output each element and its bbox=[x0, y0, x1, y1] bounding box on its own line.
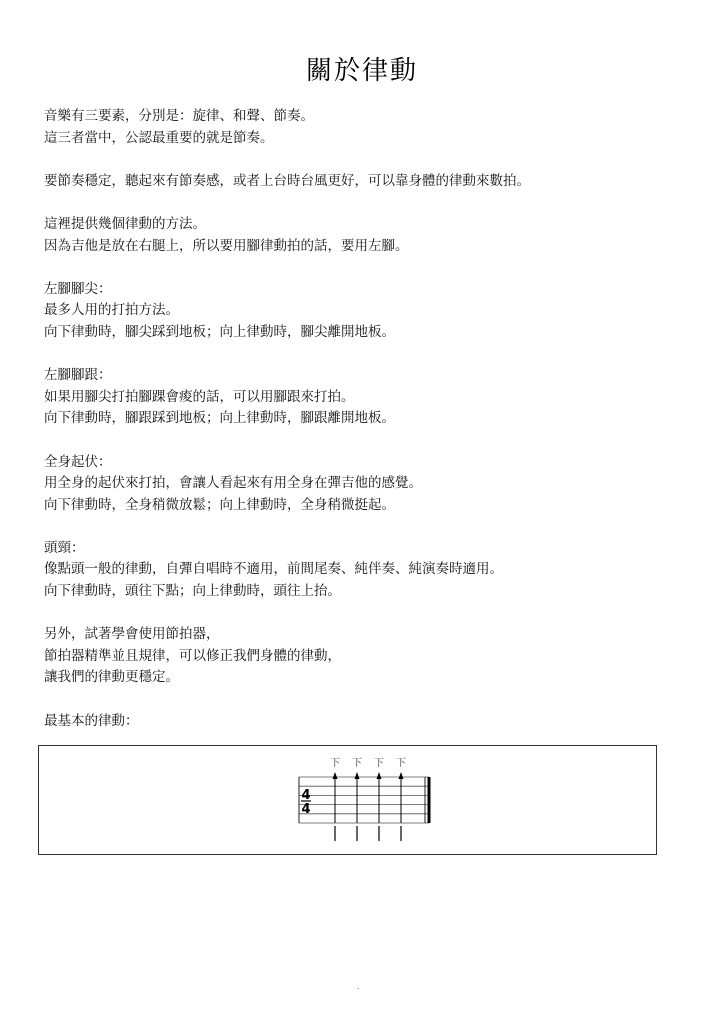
text-line: 最基本的律動： bbox=[44, 712, 139, 729]
text-line: 向下律動時，頭往下點；向上律動時，頭往上抬。 bbox=[44, 583, 341, 600]
beat-label: 下 bbox=[352, 758, 362, 769]
text-line: 用全身的起伏來打拍，會讓人看起來有用全身在彈吉他的感覺。 bbox=[44, 475, 422, 492]
beat-label: 下 bbox=[396, 758, 406, 769]
text-line: 全身起伏： bbox=[44, 453, 112, 470]
text-line: 因為吉他是放在右腿上，所以要用腳律動拍的話，要用左腳。 bbox=[44, 237, 409, 254]
footer-mark: . bbox=[357, 982, 360, 991]
text-line: 頭頸： bbox=[44, 539, 85, 556]
text-line: 向下律動時，全身稍微放鬆；向上律動時，全身稍微挺起。 bbox=[44, 496, 395, 513]
strum-arrow-head bbox=[355, 772, 360, 779]
beat-label: 下 bbox=[330, 758, 340, 769]
strum-arrow-head bbox=[333, 772, 338, 779]
strum-arrow-head bbox=[377, 772, 382, 779]
text-line: 如果用腳尖打拍腳踝會痠的話，可以用腳跟來打拍。 bbox=[44, 388, 355, 405]
strum-arrow-head bbox=[399, 772, 404, 779]
time-signature-bottom: 4 bbox=[301, 802, 311, 817]
text-line: 最多人用的打拍方法。 bbox=[44, 302, 179, 319]
text-line: 節拍器精準並且規律，可以修正我們身體的律動， bbox=[44, 647, 341, 664]
text-line: 左腳腳跟： bbox=[44, 367, 112, 384]
rhythm-notation bbox=[39, 746, 658, 856]
text-line: 像點頭一般的律動，自彈自唱時不適用，前間尾奏、純伴奏、純演奏時適用。 bbox=[44, 561, 503, 578]
text-line: 左腳腳尖： bbox=[44, 280, 112, 297]
document-body bbox=[44, 106, 684, 732]
text-line: 向下律動時，腳跟踩到地板；向上律動時，腳跟離開地板。 bbox=[44, 410, 395, 427]
text-line: 這三者當中，公認最重要的就是節奏。 bbox=[44, 129, 274, 146]
text-line: 這裡提供幾個律動的方法。 bbox=[44, 215, 206, 232]
final-barline-thick bbox=[428, 777, 431, 823]
text-line: 讓我們的律動更穩定。 bbox=[44, 669, 179, 686]
beat-label: 下 bbox=[374, 758, 384, 769]
page-title: 關於律動 bbox=[305, 56, 418, 86]
time-signature-top: 4 bbox=[301, 788, 311, 803]
text-line: 向下律動時，腳尖踩到地板；向上律動時，腳尖離開地板。 bbox=[44, 323, 395, 340]
text-line: 另外，試著學會使用節拍器， bbox=[44, 626, 220, 643]
text-line: 音樂有三要素，分別是：旋律、和聲、節奏。 bbox=[44, 108, 314, 124]
rhythm-notation-box bbox=[38, 745, 657, 855]
text-line: 要節奏穩定，聽起來有節奏感，或者上台時台風更好，可以靠身體的律動來數拍。 bbox=[44, 172, 530, 189]
